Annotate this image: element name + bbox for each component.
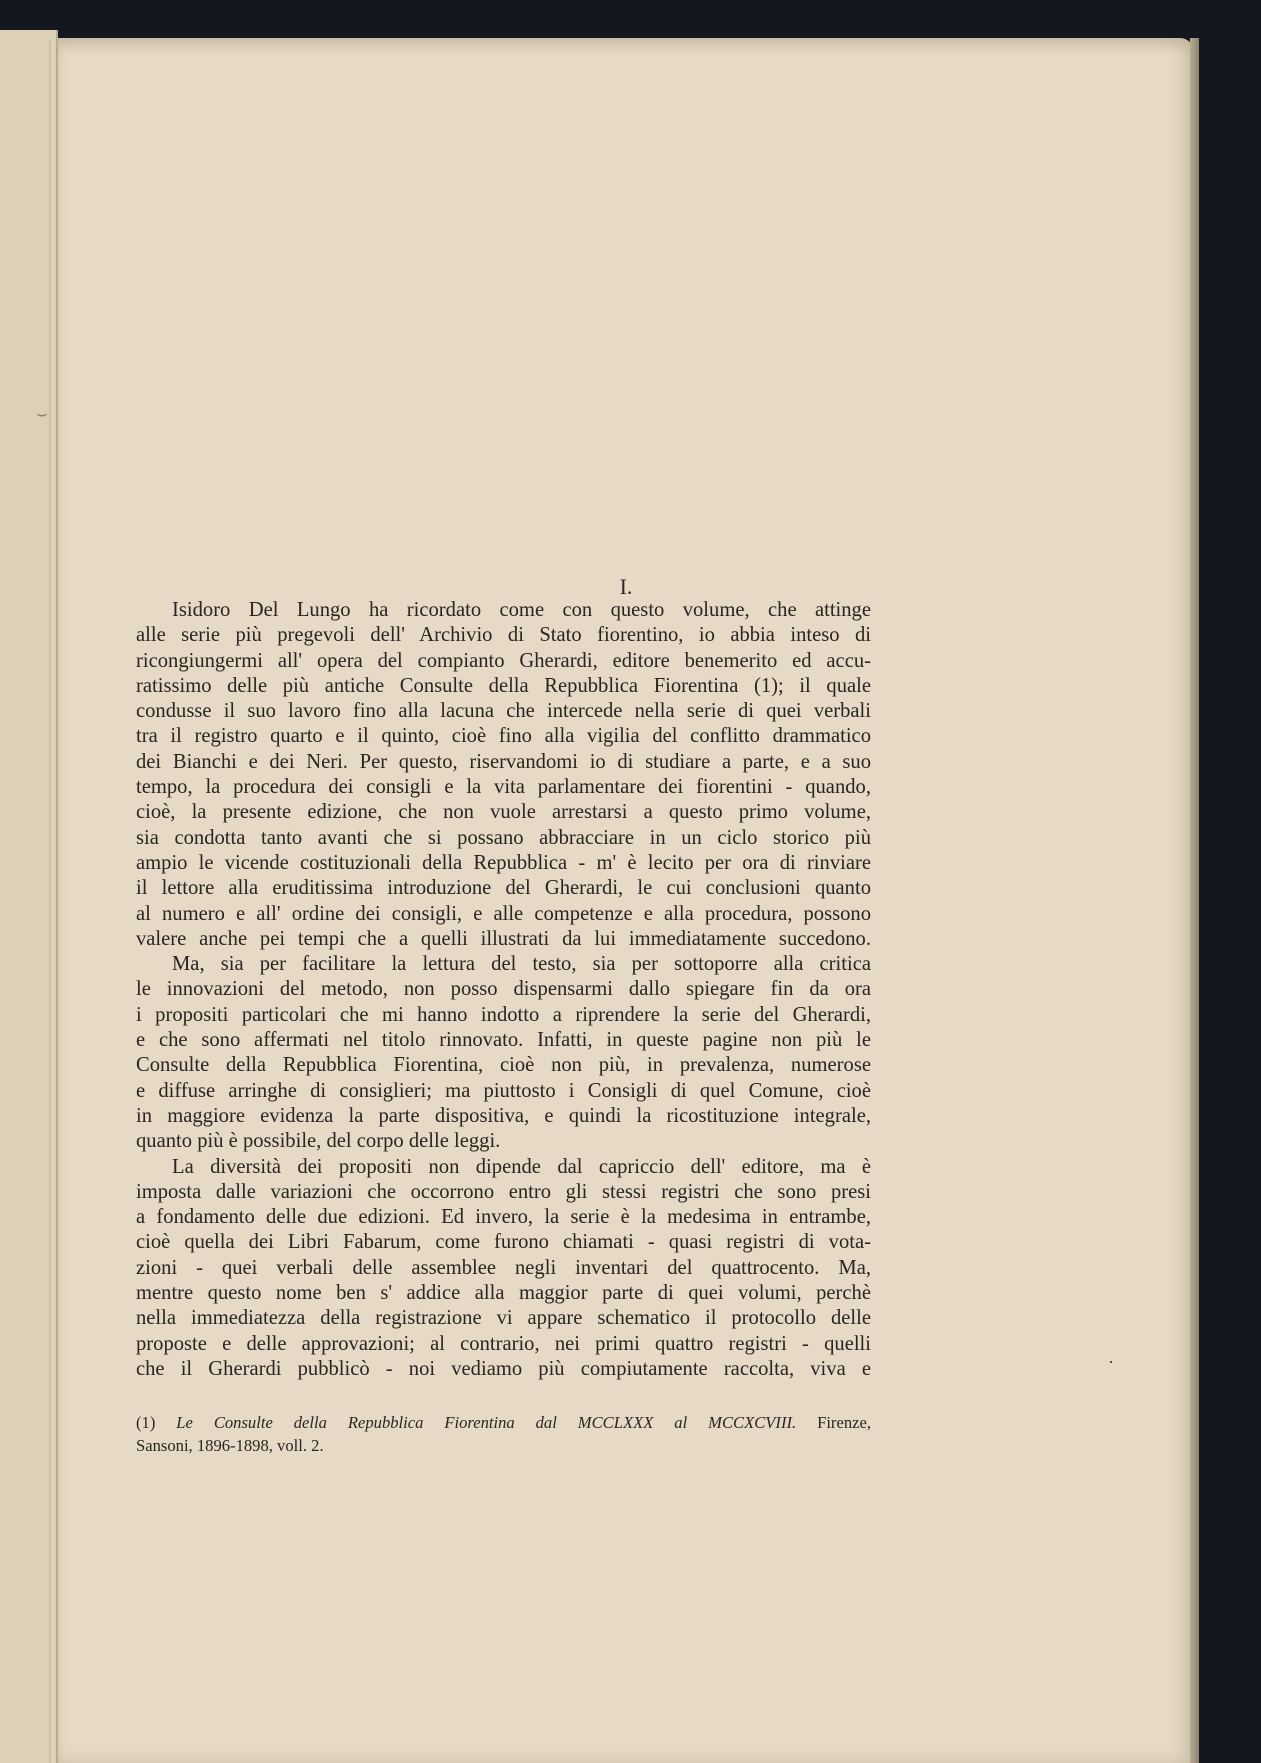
page-fore-edge — [1190, 38, 1199, 1763]
text-line-block — [136, 1003, 871, 1028]
footnote-publisher: Sansoni, 1896-1898, voll. 2. — [136, 1436, 324, 1455]
text-line-block — [136, 623, 871, 648]
text-line-block — [136, 1306, 871, 1331]
text-line-block — [136, 1230, 871, 1255]
text-line: Consulte della Repubblica Fiorentina, cioè non più, in prevalenza, numerose — [136, 1054, 871, 1077]
text-line: mentre questo nome ben s' addice alla maggior parte di quei volumi, perchè — [136, 1282, 871, 1305]
text-line-block — [136, 1205, 871, 1230]
text-line: ricongiungermi all' opera del compianto Gherardi, editore benemerito ed accu- — [136, 649, 871, 672]
text-line-block — [136, 800, 871, 825]
ink-speck: · — [1108, 1352, 1114, 1372]
book-gutter — [49, 40, 53, 1763]
text-line-block — [136, 1180, 871, 1205]
text-line-block — [136, 927, 871, 952]
text-line-block — [136, 1129, 871, 1154]
text-line-block — [136, 724, 871, 749]
text-line: La diversità dei propositi non dipende dal capriccio dell' editore, ma è — [172, 1155, 871, 1178]
text-line: condusse il suo lavoro fino alla lacuna che intercede nella serie di quei verbali — [136, 700, 871, 723]
text-line: che il Gherardi pubblicò - noi vediamo più compiutamente raccolta, viva e — [136, 1357, 871, 1380]
text-line: imposta dalle variazioni che occorrono entro gli stessi registri che sono presi — [136, 1180, 871, 1203]
text-line: proposte e delle approvazioni; al contrario, nei primi quattro registri - quelli — [136, 1332, 871, 1355]
binding-stitch: ⌣ — [36, 403, 48, 423]
text-line: e diffuse arringhe di consiglieri; ma piuttosto i Consigli di quel Comune, cioè — [136, 1079, 871, 1102]
text-line: tra il registro quarto e il quinto, cioè fino alla vigilia del conflitto drammatico — [136, 725, 871, 748]
footnote — [136, 1411, 871, 1457]
text-line: cioè quella dei Libri Fabarum, come furono chiamati - quasi registri di vota- — [136, 1231, 871, 1254]
footnote-place: Firenze, — [817, 1413, 871, 1432]
text-line: dei Bianchi e dei Neri. Per questo, riservandomi io di studiare a parte, e a suo — [136, 750, 871, 773]
text-line-block — [136, 1332, 871, 1357]
text-line-block — [136, 649, 871, 674]
footnote-line — [136, 1411, 871, 1434]
text-line-block — [136, 674, 871, 699]
text-line-block — [136, 851, 871, 876]
text-line: i propositi particolari che mi hanno indotto a riprendere la serie del Gherardi, — [136, 1003, 871, 1026]
text-line-block — [136, 775, 871, 800]
text-line-block — [136, 750, 871, 775]
text-line: Ma, sia per facilitare la lettura del testo, sia per sottoporre alla critica — [172, 953, 871, 976]
body-text — [136, 598, 871, 1382]
text-line: il lettore alla eruditissima introduzione del Gherardi, le cui conclusioni quanto — [136, 877, 871, 900]
text-line: ampio le vicende costituzionali della Repubblica - m' è lecito per ora di rinviare — [136, 851, 871, 874]
text-line-block — [136, 876, 871, 901]
text-line: zioni - quei verbali delle assemblee negli inventari del quattrocento. Ma, — [136, 1256, 871, 1279]
text-line-block — [136, 1281, 871, 1306]
text-line-block — [136, 902, 871, 927]
text-line: a fondamento delle due edizioni. Ed invero, la serie è la medesima in entrambe, — [136, 1206, 871, 1229]
text-line: alle serie più pregevoli dell' Archivio di Stato fiorentino, io abbia inteso di — [136, 624, 871, 647]
text-line: valere anche pei tempi che a quelli illustrati da lui immediatamente succedono. — [136, 927, 871, 950]
text-line-block — [136, 1028, 871, 1053]
text-line: e che sono affermati nel titolo rinnovato. Infatti, in queste pagine non più le — [136, 1029, 871, 1052]
text-line-block — [136, 1357, 871, 1382]
footnote-title: Le Consulte della Repubblica Fiorentina dal MCCLXXX al MCCXCVIII. — [176, 1413, 797, 1432]
footnote-marker: (1) — [136, 1413, 156, 1432]
paragraph — [136, 598, 871, 623]
text-line-block — [136, 1256, 871, 1281]
text-line-block — [136, 1079, 871, 1104]
text-line: cioè, la presente edizione, che non vuole arrestarsi a questo primo volume, — [136, 801, 871, 824]
text-line: in maggiore evidenza la parte dispositiva, e quindi la ricostituzione integrale, — [136, 1104, 871, 1127]
paragraph — [136, 1155, 871, 1180]
text-line-block — [136, 1104, 871, 1129]
section-heading: I. — [619, 574, 633, 599]
text-line: quanto più è possibile, del corpo delle leggi. — [136, 1130, 501, 1153]
text-line: Isidoro Del Lungo ha ricordato come con questo volume, che attinge — [172, 599, 871, 621]
text-line-block — [136, 1053, 871, 1078]
text-line: al numero e all' ordine dei consigli, e alle competenze e alla procedura, possono — [136, 902, 871, 925]
text-line-block — [136, 977, 871, 1002]
text-line: nella immediatezza della registrazione vi appare schematico il protocollo delle — [136, 1307, 871, 1330]
text-line-block — [136, 699, 871, 724]
text-line: ratissimo delle più antiche Consulte della Repubblica Fiorentina (1); il quale — [136, 674, 871, 697]
text-line: tempo, la procedura dei consigli e la vita parlamentare dei fiorentini - quando, — [136, 776, 871, 799]
paragraph — [136, 952, 871, 977]
text-line: le innovazioni del metodo, non posso dispensarmi dallo spiegare fin da ora — [136, 978, 871, 1001]
text-line: sia condotta tanto avanti che si possano abbracciare in un ciclo storico più — [136, 826, 871, 849]
text-line-block — [136, 826, 871, 851]
